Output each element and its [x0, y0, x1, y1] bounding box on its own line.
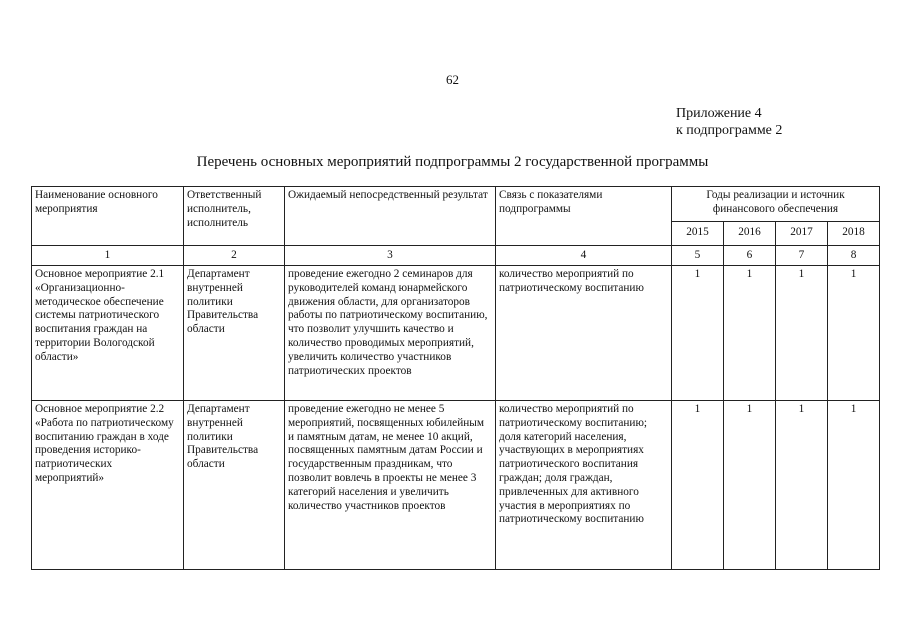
year-value-2015: 1: [672, 266, 724, 401]
year-value-2018: 1: [828, 401, 880, 570]
year-value-2017: 1: [776, 266, 828, 401]
table-header-row: [32, 187, 880, 222]
year-value-2015: 1: [672, 401, 724, 570]
page-number: 62: [446, 72, 459, 87]
indicators-cell: количество мероприятий по патриотическому воспитанию: [496, 266, 672, 401]
table-row: [32, 401, 880, 570]
index-cell: 4: [496, 246, 672, 266]
year-value-2016: 1: [724, 401, 776, 570]
header-year-2016: 2016: [724, 222, 776, 246]
header-year-2017: 2017: [776, 222, 828, 246]
header-expected-result: Ожидаемый непосредственный результат: [285, 187, 496, 246]
table-row: [32, 266, 880, 401]
indicators-cell: количество мероприятий по патриотическому воспитанию; доля категорий населения, участвующих в мероприятиях патриотического воспитания граждан; доля граждан, привлеченных для активного участия в мероприятиях по патриотическому воспитанию: [496, 401, 672, 570]
index-cell: 5: [672, 246, 724, 266]
expected-result-cell: проведение ежегодно 2 семинаров для руководителей команд юнармейского движения области, для организаторов работы по патриотическому воспитанию, что позволит улучшить качество и количество проводимых мероприятий, увеличить количество участников патриотических проектов: [285, 266, 496, 401]
expected-result-cell: проведение ежегодно не менее 5 мероприятий, посвященных юбилейным и памятным датам, не менее 10 акций, посвященных памятным датам России и государственным праздникам, что позволит вовлечь в проекты не менее 3 категорий населения и увеличить количество участников проектов: [285, 401, 496, 570]
appendix-line-2: к подпрограмме 2: [676, 123, 783, 138]
measure-name-cell: Основное мероприятие 2.1 «Организационно-методическое обеспечение системы патриотического воспитания граждан на территории Вологодской области»: [32, 266, 184, 401]
index-cell: 8: [828, 246, 880, 266]
index-cell: 3: [285, 246, 496, 266]
header-year-2018: 2018: [828, 222, 880, 246]
appendix-note: [676, 105, 782, 139]
header-indicators: Связь с показателями подпрограммы: [496, 187, 672, 246]
index-cell: 2: [184, 246, 285, 266]
executor-cell: Департамент внутренней политики Правительства области: [184, 401, 285, 570]
document-title: Перечень основных мероприятий подпрограммы 2 государственной программы: [196, 154, 709, 170]
header-measure-name: Наименование основного мероприятия: [32, 187, 184, 246]
header-years-group: Годы реализации и источник финансового обеспечения: [672, 187, 880, 222]
index-cell: 7: [776, 246, 828, 266]
measures-table: [31, 186, 880, 570]
index-cell: 6: [724, 246, 776, 266]
measure-name-cell: Основное мероприятие 2.2 «Работа по патриотическому воспитанию граждан в ходе проведения историко-патриотических мероприятий»: [32, 401, 184, 570]
header-executor: Ответственный исполнитель, исполнитель: [184, 187, 285, 246]
year-value-2017: 1: [776, 401, 828, 570]
table-index-row: [32, 246, 880, 266]
index-cell: 1: [32, 246, 184, 266]
appendix-line-1: Приложение 4: [676, 106, 762, 121]
header-year-2015: 2015: [672, 222, 724, 246]
year-value-2016: 1: [724, 266, 776, 401]
executor-cell: Департамент внутренней политики Правительства области: [184, 266, 285, 401]
year-value-2018: 1: [828, 266, 880, 401]
